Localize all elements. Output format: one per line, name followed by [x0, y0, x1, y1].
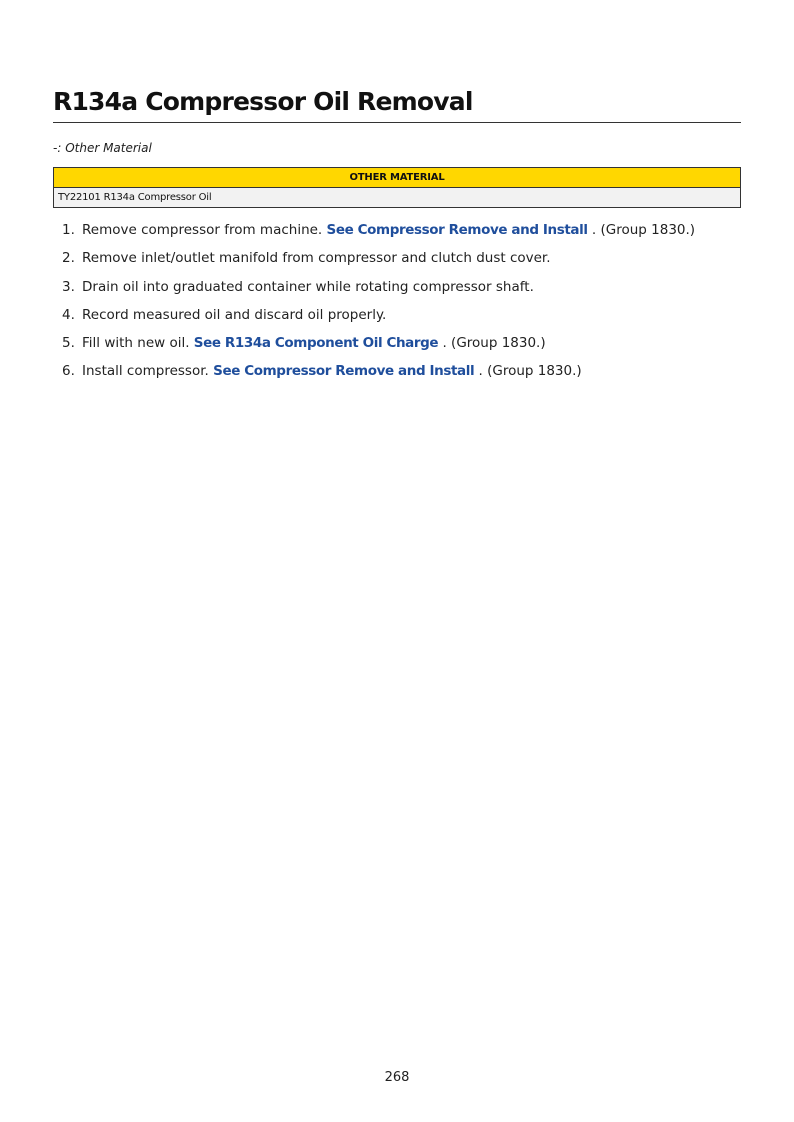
compressor-remove-install-link[interactable]: See Compressor Remove and Install — [326, 222, 588, 238]
step-text: Remove compressor from machine. — [82, 222, 327, 238]
table-header-row — [54, 168, 741, 188]
step-number: 5. — [62, 335, 75, 352]
step-5 — [62, 331, 695, 359]
step-number: 1. — [62, 222, 75, 238]
step-text: Install compressor. — [82, 363, 214, 380]
step-text: Fill with new oil. — [82, 335, 194, 352]
step-3 — [62, 275, 695, 303]
step-number: 2. — [62, 250, 75, 267]
step-number: 6. — [62, 363, 75, 380]
step-text: Record measured oil and discard oil properly. — [82, 306, 387, 323]
component-oil-charge-link[interactable]: See R134a Component Oil Charge — [193, 335, 439, 352]
step-group-ref: . (Group 1830.) — [587, 222, 696, 238]
step-text: Remove inlet/outlet manifold from compressor and clutch dust cover. — [82, 250, 551, 267]
page-title: R134a Compressor Oil Removal — [53, 84, 741, 123]
step-group-ref: . (Group 1830.) — [438, 335, 546, 352]
step-4 — [62, 303, 695, 331]
step-6 — [62, 359, 695, 387]
table-row — [54, 188, 741, 208]
step-number: 3. — [62, 278, 75, 295]
material-subtitle: -: Other Material — [53, 141, 152, 155]
table-cell: TY22101 R134a Compressor Oil — [54, 188, 741, 208]
procedure-steps — [62, 218, 695, 388]
compressor-remove-install-link[interactable]: See Compressor Remove and Install — [213, 363, 475, 380]
step-group-ref: . (Group 1830.) — [474, 363, 582, 380]
step-1 — [62, 218, 695, 246]
table-header: OTHER MATERIAL — [54, 168, 741, 188]
step-2 — [62, 246, 695, 274]
other-material-table — [53, 167, 741, 208]
step-text: Drain oil into graduated container while rotating compressor shaft. — [82, 278, 534, 295]
page-number: 268 — [384, 1070, 410, 1085]
step-number: 4. — [62, 306, 75, 323]
